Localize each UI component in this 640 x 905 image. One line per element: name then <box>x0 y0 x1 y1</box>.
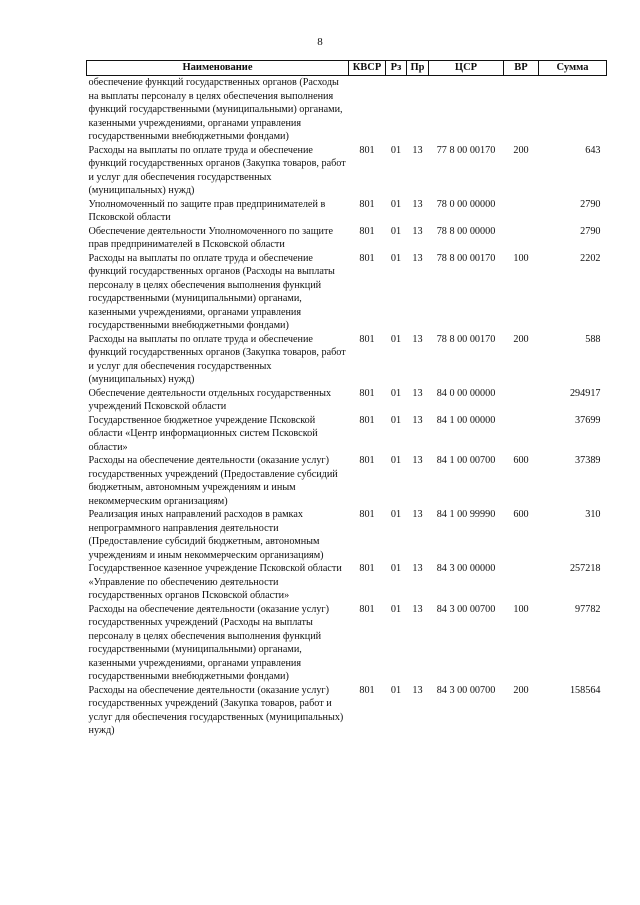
cell-csr: 84 3 00 00000 <box>436 563 496 574</box>
budget-table <box>86 60 607 738</box>
table-row <box>87 144 607 198</box>
cell-kvsr: 801 <box>359 563 375 574</box>
table-row <box>87 603 607 684</box>
cell-csr: 78 8 00 00000 <box>436 225 496 237</box>
cell-sum: 643 <box>585 144 601 156</box>
cell-kvsr: 801 <box>359 455 375 466</box>
table-row <box>87 198 607 225</box>
table-row <box>87 387 607 414</box>
cell-kvsr: 801 <box>359 414 375 426</box>
cell-rz <box>386 76 407 144</box>
cell-vr: 600 <box>513 509 529 520</box>
cell-name: Государственное казенное учреждение Псковской области «Управление по обеспечению деятельности государственных органов Псковской области» <box>88 563 342 601</box>
header-sum: Сумма <box>539 61 607 76</box>
cell-vr: 600 <box>513 455 529 466</box>
cell-name: Расходы на обеспечение деятельности (оказание услуг) государственных учреждений (Закупка товаров, работ и услуг для обеспечения государственных (муниципальных) нужд) <box>88 684 344 736</box>
table-row <box>87 252 607 333</box>
cell-kvsr: 801 <box>359 252 375 264</box>
cell-vr <box>504 414 539 455</box>
cell-vr: 200 <box>513 144 529 156</box>
cell-pr: 13 <box>412 684 423 696</box>
cell-kvsr: 801 <box>359 684 375 696</box>
cell-csr: 78 8 00 00170 <box>436 252 496 264</box>
cell-name: Обеспечение деятельности отдельных государственных учреждений Псковской области <box>88 387 332 412</box>
cell-pr: 13 <box>412 455 423 466</box>
cell-vr <box>504 562 539 603</box>
cell-pr: 13 <box>412 603 423 615</box>
cell-name: Уполномоченный по защите прав предпринимателей в Псковской области <box>88 198 326 223</box>
cell-sum: 2202 <box>580 252 601 264</box>
cell-rz: 01 <box>390 198 402 210</box>
cell-sum: 37699 <box>575 414 601 426</box>
cell-vr <box>504 76 539 144</box>
cell-vr: 100 <box>513 603 529 615</box>
cell-name: Реализация иных направлений расходов в рамках непрограммного направления деятельности (Предоставление субсидий бюджетным, автономным учреждениям и иным некоммерческим организациям) <box>88 509 324 561</box>
cell-name: Расходы на выплаты по оплате труда и обеспечение функций государственных органов (Закупка товаров, работ и услуг для обеспечения государственных (муниципальных) нужд) <box>88 333 346 385</box>
cell-vr <box>504 225 539 252</box>
cell-csr: 84 3 00 00700 <box>436 684 496 696</box>
cell-pr: 13 <box>412 387 423 399</box>
cell-vr: 100 <box>513 252 529 264</box>
header-row <box>87 61 607 76</box>
cell-kvsr <box>349 76 386 144</box>
cell-sum: 2790 <box>580 198 601 210</box>
table-row <box>87 454 607 508</box>
table-row <box>87 76 607 144</box>
cell-rz: 01 <box>390 252 402 264</box>
cell-pr: 13 <box>412 144 423 156</box>
header-vr: ВР <box>504 61 539 76</box>
cell-csr: 84 0 00 00000 <box>436 387 496 399</box>
header-rz: Рз <box>386 61 407 76</box>
header-name: Наименование <box>87 61 349 76</box>
header-csr: ЦСР <box>429 61 504 76</box>
cell-csr: 78 0 00 00000 <box>436 198 496 210</box>
cell-rz: 01 <box>390 225 402 237</box>
cell-pr: 13 <box>412 252 423 264</box>
cell-csr: 84 1 00 99990 <box>436 509 496 520</box>
cell-name: Обеспечение деятельности Уполномоченного по защите прав предпринимателей в Псковской области <box>88 225 333 250</box>
cell-kvsr: 801 <box>359 198 375 210</box>
cell-rz: 01 <box>390 603 402 615</box>
cell-sum: 294917 <box>569 387 601 399</box>
header-pr: Пр <box>407 61 429 76</box>
cell-vr: 200 <box>513 333 529 345</box>
table-row <box>87 508 607 562</box>
cell-name: обеспечение функций государственных органов (Расходы на выплаты персоналу в целях обеспечения выполнения функций государственными (муниципальными) органами, казенными учреждениями, органами управления государственными внебюджетными фондами) <box>88 77 343 142</box>
cell-sum: 37389 <box>575 455 601 466</box>
cell-kvsr: 801 <box>359 333 375 345</box>
cell-rz: 01 <box>390 333 402 345</box>
cell-pr: 13 <box>412 198 423 210</box>
cell-pr: 13 <box>412 414 423 426</box>
cell-pr: 13 <box>412 563 423 574</box>
cell-rz: 01 <box>390 144 402 156</box>
cell-vr <box>504 198 539 225</box>
cell-sum: 2790 <box>580 225 601 237</box>
cell-sum: 310 <box>585 509 601 520</box>
cell-pr: 13 <box>412 333 423 345</box>
cell-csr: 84 1 00 00000 <box>436 414 496 426</box>
cell-kvsr: 801 <box>359 509 375 520</box>
cell-rz: 01 <box>390 414 402 426</box>
cell-name: Расходы на обеспечение деятельности (оказание услуг) государственных учреждений (Предоставление субсидий бюджетным, автономным учреждениям и иным некоммерческим организациям) <box>88 455 338 507</box>
cell-sum <box>539 76 607 144</box>
cell-csr <box>429 76 504 144</box>
cell-pr <box>407 76 429 144</box>
cell-csr: 77 8 00 00170 <box>436 144 496 156</box>
cell-csr: 78 8 00 00170 <box>436 333 496 345</box>
cell-rz: 01 <box>390 563 402 574</box>
cell-sum: 158564 <box>569 684 601 696</box>
cell-vr: 200 <box>513 684 529 696</box>
page-number: 8 <box>317 36 323 48</box>
cell-name: Государственное бюджетное учреждение Псковской области «Центр информационных систем Псковской области» <box>88 414 318 453</box>
cell-rz: 01 <box>390 387 402 399</box>
cell-kvsr: 801 <box>359 144 375 156</box>
table-body <box>87 76 607 738</box>
cell-name: Расходы на выплаты по оплате труда и обеспечение функций государственных органов (Расходы на выплаты персоналу в целях обеспечения выполнения функций государственными (муниципальными) органами, казенными учреждениями, органами управления государственными внебюджетными фондами) <box>88 252 335 331</box>
cell-sum: 257218 <box>569 563 601 574</box>
table-row <box>87 684 607 738</box>
cell-kvsr: 801 <box>359 387 375 399</box>
cell-rz: 01 <box>390 684 402 696</box>
header-kvsr: КВСР <box>349 61 386 76</box>
table-row <box>87 414 607 455</box>
cell-name: Расходы на выплаты по оплате труда и обеспечение функций государственных органов (Закупка товаров, работ и услуг для обеспечения государственных (муниципальных) нужд) <box>88 144 346 196</box>
table-row <box>87 562 607 603</box>
cell-pr: 13 <box>412 225 423 237</box>
cell-csr: 84 1 00 00700 <box>436 455 496 466</box>
table-row <box>87 225 607 252</box>
cell-sum: 588 <box>585 333 601 345</box>
cell-pr: 13 <box>412 509 423 520</box>
cell-csr: 84 3 00 00700 <box>436 603 496 615</box>
cell-rz: 01 <box>390 455 402 466</box>
cell-kvsr: 801 <box>359 603 375 615</box>
table-header <box>87 61 607 76</box>
cell-vr <box>504 387 539 414</box>
cell-kvsr: 801 <box>359 225 375 237</box>
table-row <box>87 333 607 387</box>
cell-name: Расходы на обеспечение деятельности (оказание услуг) государственных учреждений (Расходы на выплаты персоналу в целях обеспечения выполнения функций государственными (муниципальными) органами, казенными учреждениями, органами управления государственными внебюджетными фондами) <box>88 603 330 682</box>
cell-sum: 97782 <box>575 603 601 615</box>
cell-rz: 01 <box>390 509 402 520</box>
